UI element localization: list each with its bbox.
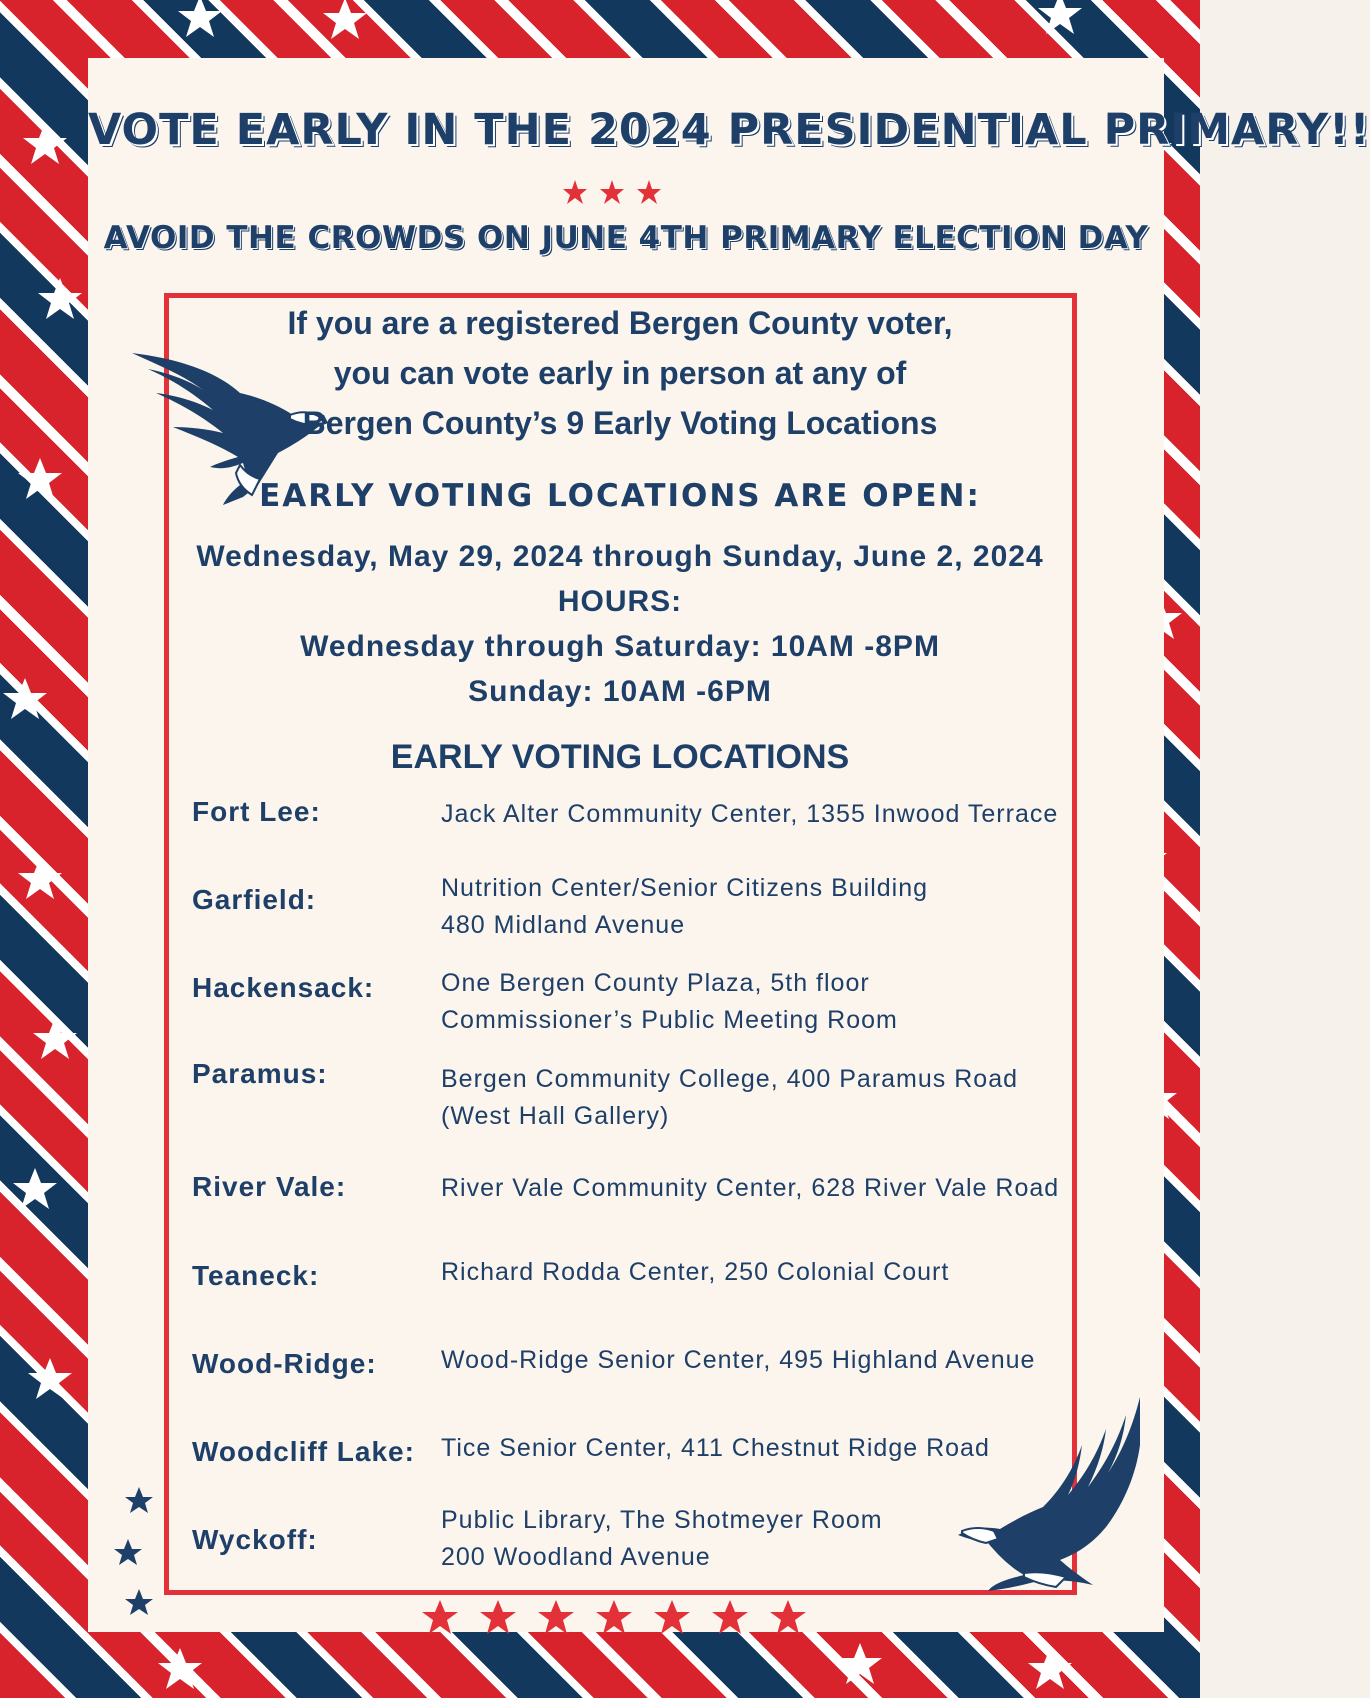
title-stars-decoration [550,178,670,208]
hours-label: HOURS: [557,585,683,618]
star-icon [600,180,624,204]
star-icon [1038,0,1082,34]
star-icon [13,1168,57,1209]
locations-heading: EARLY VOTING LOCATIONS [390,738,850,776]
location-address [441,1502,883,1576]
location-town: Woodcliff Lake: [192,1436,415,1467]
location-town: Paramus: [192,1058,328,1089]
address-line: 480 Midland Avenue [441,911,686,939]
schedule-dates: Wednesday, May 29, 2024 through Sunday, June 2, 2024 [196,540,1044,573]
sunday-hours: Sunday: 10AM -6PM [468,675,772,708]
bottom-stars-decoration [420,1598,810,1638]
star-icon [38,278,82,319]
intro-line: Bergen County’s 9 Early Voting Locations [302,405,938,441]
location-address [441,1061,1018,1135]
star-icon [712,1600,748,1634]
star-icon [1028,1648,1072,1689]
address-line: Nutrition Center/Senior Citizens Building [441,874,929,902]
page-title: VOTE EARLY IN THE 2024 PRESIDENTIAL PRIMARY!! [88,105,1370,155]
star-icon [158,1648,202,1689]
intro-text [160,298,1080,448]
location-address [441,1170,1059,1207]
location-town: Hackensack: [192,972,375,1003]
eagle-icon [928,1395,1148,1595]
schedule-details [160,534,1080,714]
star-icon [28,1358,72,1399]
intro-line: If you are a registered Bergen County voter, [287,305,953,341]
star-icon [654,1600,690,1634]
page-subtitle: AVOID THE CROWDS ON JUNE 4TH PRIMARY ELECTION DAY [103,220,1149,256]
star-icon [637,180,661,204]
star-icon [18,458,62,499]
location-address [441,1430,990,1467]
schedule-heading: EARLY VOTING LOCATIONS ARE OPEN: [259,478,981,514]
star-icon [770,1600,806,1634]
star-icon [323,0,367,39]
star-icon [596,1600,632,1634]
location-address [441,1254,949,1291]
location-town: Garfield: [192,884,317,915]
location-town: Wood-Ridge: [192,1348,377,1379]
location-town: Teaneck: [192,1260,320,1291]
star-icon [33,1018,77,1059]
location-address [441,870,928,944]
star-icon [3,678,47,719]
address-line: (West Hall Gallery) [441,1102,670,1130]
location-address [441,1342,1035,1379]
location-town: Wyckoff: [192,1524,318,1555]
star-icon [125,1487,153,1513]
star-icon [125,1589,153,1615]
star-icon [178,0,222,37]
star-icon [23,123,67,164]
star-icon [538,1600,574,1634]
address-line: Jack Alter Community Center, 1355 Inwood Terrace [441,800,1059,828]
address-line: One Bergen County Plaza, 5th floor [441,969,870,997]
location-town: Fort Lee: [192,796,321,827]
star-icon [563,180,587,204]
address-line: Wood-Ridge Senior Center, 495 Highland Avenue [441,1346,1036,1374]
location-address [441,796,1058,833]
star-icon [18,858,62,899]
address-line: Public Library, The Shotmeyer Room [441,1506,883,1534]
side-stars-decoration [110,1485,160,1615]
address-line: Tice Senior Center, 411 Chestnut Ridge Road [441,1434,990,1462]
weekday-hours: Wednesday through Saturday: 10AM -8PM [300,630,940,663]
address-line: Richard Rodda Center, 250 Colonial Court [441,1258,950,1286]
location-address [441,965,898,1039]
star-icon [480,1600,516,1634]
address-line: Bergen Community College, 400 Paramus Road [441,1065,1018,1093]
location-town: River Vale: [192,1171,347,1202]
address-line: River Vale Community Center, 628 River Vale Road [441,1174,1060,1202]
address-line: 200 Woodland Avenue [441,1543,711,1571]
star-icon [838,1643,882,1684]
star-icon [422,1600,458,1634]
address-line: Commissioner’s Public Meeting Room [441,1006,898,1034]
star-icon [114,1539,142,1565]
intro-line: you can vote early in person at any of [333,355,907,391]
